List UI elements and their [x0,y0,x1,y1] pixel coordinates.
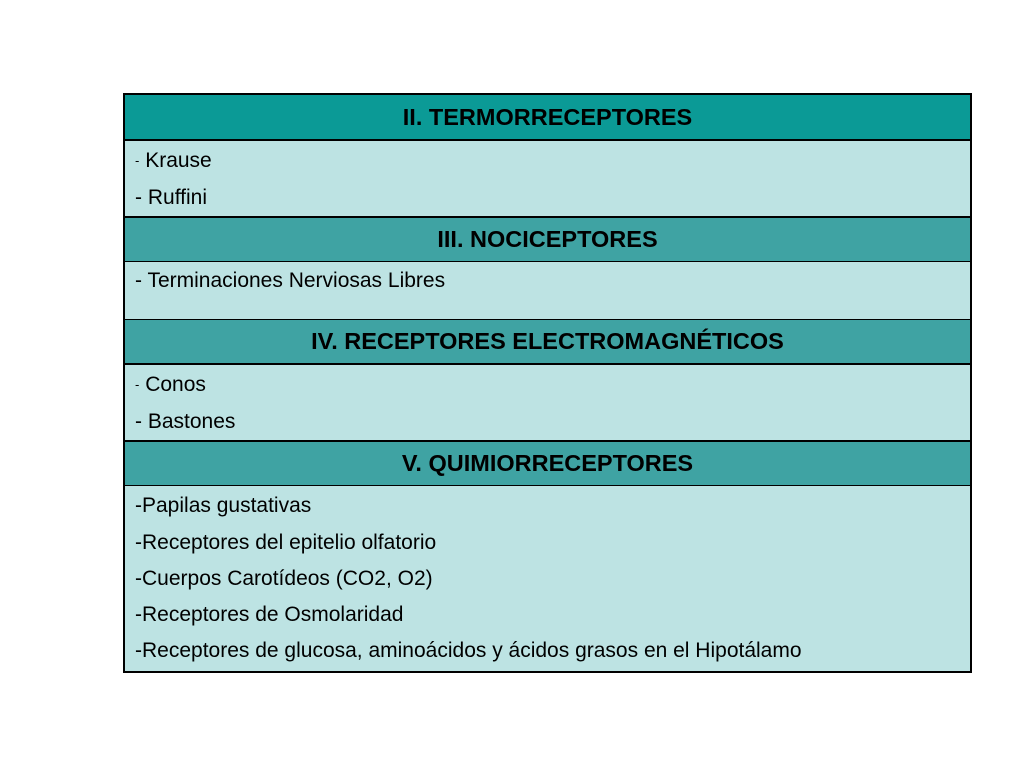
section-body-electromagneticos [125,365,970,441]
section-header-nociceptores [125,218,970,261]
list-item: -Cuerpos Carotídeos (CO2, O2) [135,567,433,590]
list-item: - Bastones [135,409,236,433]
section-body-quimiorreceptores [125,486,970,671]
list-item: -Receptores de Osmolaridad [135,603,404,626]
list-item: - Ruffini [135,185,207,209]
section-title: IV. RECEPTORES ELECTROMAGNÉTICOS [311,328,784,354]
section-title: II. TERMORRECEPTORES [402,103,693,130]
section-body-termorreceptores [125,141,970,217]
section-title: V. QUIMIORRECEPTORES [401,449,694,476]
section-body-nociceptores [125,262,970,319]
section-header-quimiorreceptores [125,442,970,485]
list-item: - Terminaciones Nerviosas Libres [135,269,446,292]
section-title: III. NOCICEPTORES [437,225,658,252]
list-item: -Papilas gustativas [135,494,312,517]
list-item: - Krause [135,148,212,172]
list-item: -Receptores de glucosa, aminoácidos y ácidos grasos en el Hipotálamo [135,639,802,662]
list-item: - Conos [135,372,206,396]
section-header-electromagneticos [125,320,970,363]
list-item: -Receptores del epitelio olfatorio [135,531,437,554]
receptors-table [123,93,972,673]
section-header-termorreceptores [125,95,970,139]
